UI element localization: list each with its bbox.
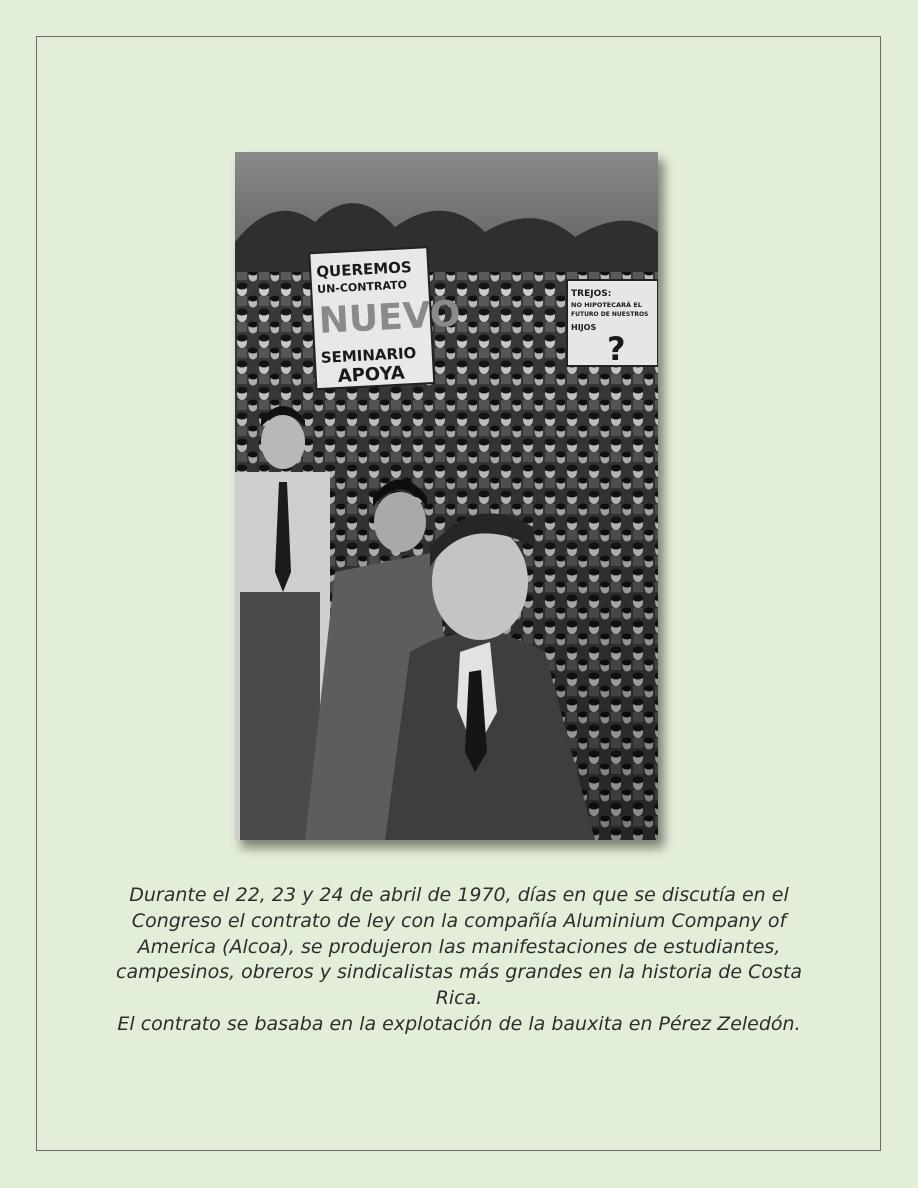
sign-right-line2: NO HIPOTECARÁ EL <box>571 301 642 309</box>
caption-paragraph-2: El contrato se basaba en la explotación de la bauxita en Pérez Zeledón. <box>117 1012 801 1035</box>
sign-right-line4: HIJOS <box>571 323 597 332</box>
sign-right-line1: TREJOS: <box>571 289 612 299</box>
sign-left-line1: QUEREMOS <box>315 258 413 281</box>
caption-paragraph-1: Durante el 22, 23 y 24 de abril de 1970, días en que se discutía en el Congreso el contrato de ley con la compañía Aluminium Company of America (Alcoa), se produjeron las manifestaciones de estudiantes, campesinos, obreros y sindicalistas más grandes en la historia de Costa Rica. <box>116 884 802 1010</box>
sign-left-line5: APOYA <box>337 362 406 388</box>
sign-right-line3: FUTURO DE NUESTROS <box>571 311 649 318</box>
protest-photo <box>235 152 658 840</box>
protest-photo-illustration <box>235 152 658 840</box>
protest-sign-right <box>567 280 658 368</box>
photo-caption <box>100 883 818 1038</box>
sign-left-line3: NUEVO <box>317 293 462 342</box>
sign-right-line5: ? <box>607 330 626 368</box>
sign-left-line4: SEMINARIO <box>320 343 417 367</box>
sign-left-line2: UN-CONTRATO <box>316 278 408 296</box>
